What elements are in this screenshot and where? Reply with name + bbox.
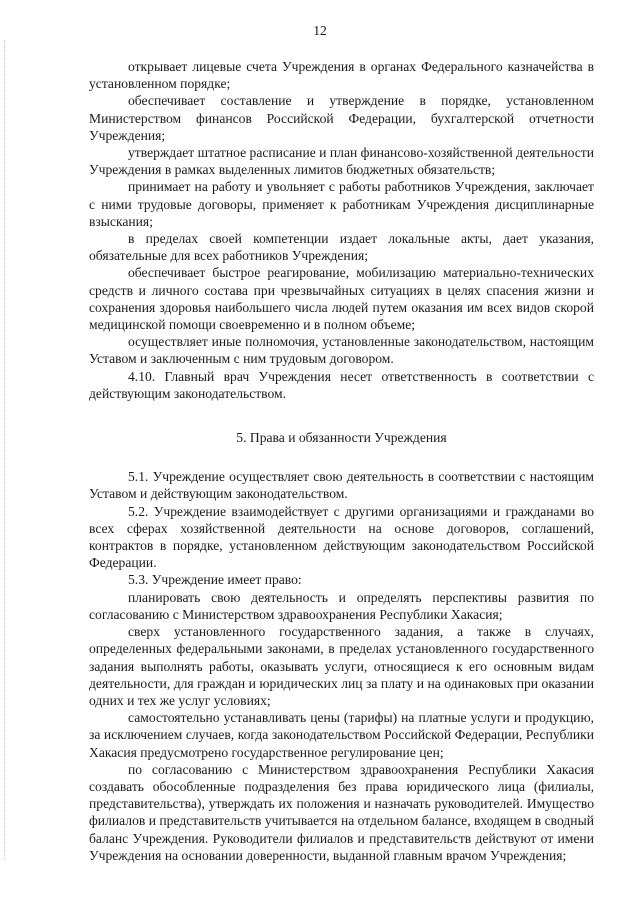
paragraph-1: открывает лицевые счета Учреждения в органах Федерального казначейства в установленном порядке; <box>89 59 594 92</box>
paragraph-8: 4.10. Главный врач Учреждения несет ответственность в соответствии с действующим законодательством. <box>89 368 594 401</box>
page-number: 12 <box>313 23 327 38</box>
paragraph-9: 5.1. Учреждение осуществляет свою деятельность в соответствии с настоящим Уставом и действующим законодательством. <box>89 469 594 502</box>
paragraph-2: обеспечивает составление и утверждение в порядке, установленном Министерством финансов Российской Федерации, бухгалтерской отчетности Учреждения; <box>89 93 594 143</box>
scan-edge-marks <box>4 40 6 860</box>
paragraph-3: утверждает штатное расписание и план финансово-хозяйственной деятельности Учреждения в рамках выделенных лимитов бюджетных обязательств; <box>89 145 594 178</box>
paragraph-12: планировать свою деятельность и определять перспективы развития по согласованию с Министерством здравоохранения Республики Хакасия; <box>89 589 594 622</box>
paragraph-10: 5.2. Учреждение взаимодействует с другими организациями и гражданами во всех сферах хозяйственной деятельности на основе договоров, соглашений, контрактов в порядке, установленном действующим законодательством Российской Федерации. <box>89 503 594 571</box>
page-body <box>89 58 594 864</box>
paragraph-4: принимает на работу и увольняет с работы работников Учреждения, заключает с ними трудовые договоры, применяет к работникам Учреждения дисциплинарные взыскания; <box>89 179 594 229</box>
paragraph-15: по согласованию с Министерством здравоохранения Республики Хакасия создавать обособленные подразделения без права юридического лица (филиалы, представительства), утверждать их положения и назначать руководителей. Имущество филиалов и представительств учитывается на отдельном балансе, входящем в сводный баланс Учреждения. Руководители филиалов и представительств действуют от имени Учреждения на основании доверенности, выданной главным врачом Учреждения; <box>89 761 594 863</box>
section-title: 5. Права и обязанности Учреждения <box>236 430 447 446</box>
paragraph-6: обеспечивает быстрое реагирование, мобилизацию материально-технических средств и личного состава при чрезвычайных ситуациях в целях спасения жизни и сохранения здоровья наибольшего числа людей путем оказания им всех видов скорой медицинской помощи своевременно и в полном объеме; <box>89 265 594 333</box>
paragraph-11: 5.3. Учреждение имеет право: <box>128 572 302 588</box>
paragraph-14: самостоятельно устанавливать цены (тарифы) на платные услуги и продукцию, за исключением случаев, когда законодательством Российской Федерации, Республики Хакасия предусмотрено государственное регулирование цен; <box>89 710 594 760</box>
paragraph-13: сверх установленного государственного задания, а также в случаях, определенных федеральными законами, в пределах установленного государственного задания выполнять работы, оказывать услуги, относящиеся к его основным видам деятельности, для граждан и юридических лиц за плату и на одинаковых при оказании одних и тех же услуг условиях; <box>89 624 594 708</box>
paragraph-7: осуществляет иные полномочия, установленные законодательством, настоящим Уставом и заключенным с ним трудовым договором. <box>89 334 594 367</box>
paragraph-5: в пределах своей компетенции издает локальные акты, дает указания, обязательные для всех работников Учреждения; <box>89 231 594 264</box>
